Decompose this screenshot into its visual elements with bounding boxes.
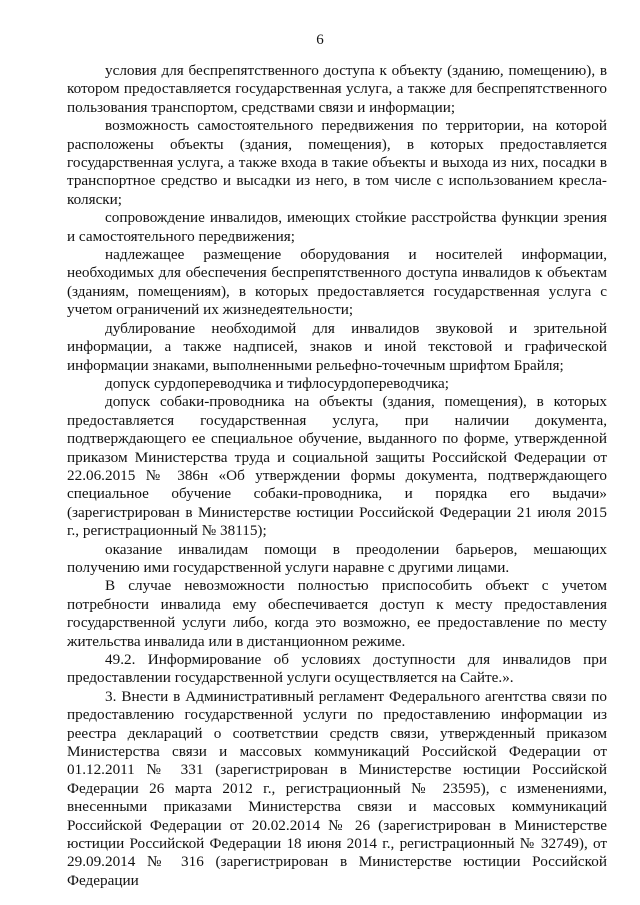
paragraph: допуск сурдопереводчика и тифлосурдопереводчика; xyxy=(105,374,449,392)
paragraph: дублирование необходимой для инвалидов звуковой и зрительной информации, а также надписей, знаков и иной текстовой и графической информации знаками, выполненными рельефно-точечным шрифтом Брайля; xyxy=(67,319,607,374)
paragraph: сопровождение инвалидов, имеющих стойкие расстройства функции зрения и самостоятельного передвижения; xyxy=(67,209,607,245)
document-body xyxy=(67,62,607,890)
page-number: 6 xyxy=(316,32,324,48)
paragraph: 49.2. Информирование об условиях доступности для инвалидов при предоставлении государственной услуги осуществляется на Сайте.». xyxy=(67,651,607,687)
paragraph: условия для беспрепятственного доступа к объекту (зданию, помещению), в котором предоставляется государственная услуга, а также для беспрепятственного пользования транспортом, средствами связи и информации; xyxy=(67,62,607,116)
paragraph: возможность самостоятельного передвижения по территории, на которой расположены объекты (здания, помещения), в которых предоставляется государственная услуга, а также входа в такие объекты и выхода из них, посадки в транспортное средство и высадки из него, в том числе с использованием кресла-коляски; xyxy=(67,117,607,208)
paragraph: оказание инвалидам помощи в преодолении барьеров, мешающих получению ими государственной услуги наравне с другими лицами. xyxy=(67,540,607,576)
paragraph: допуск собаки-проводника на объекты (здания, помещения), в которых предоставляется государственная услуга, при наличии документа, подтверждающего ее специальное обучение, выданного по форме, утвержденной приказом Министерства труда и социальной защиты Российской Федерации от 22.06.2015 № 386н «Об утверждении формы документа, подтверждающего специальное обучение собаки-проводника, и порядка его выдачи» (зарегистрирован в Министерстве юстиции Российской Федерации 21 июля 2015 г., регистрационный № 38115); xyxy=(67,393,607,540)
paragraph: надлежащее размещение оборудования и носителей информации, необходимых для обеспечения беспрепятственного доступа инвалидов к объектам (зданиям, помещениям), в которых предоставляется государственная услуга с учетом ограничений их жизнедеятельности; xyxy=(67,246,607,319)
paragraph: В случае невозможности полностью приспособить объект с учетом потребности инвалида ему обеспечивается доступ к месту предоставления государственной услуги либо, когда это возможно, ее предоставление по месту жительства инвалида или в дистанционном режиме. xyxy=(67,577,607,650)
paragraph: 3. Внести в Административный регламент Федерального агентства связи по предоставлению государственной услуги по предоставлению информации из реестра деклараций о соответствии средств связи, утвержденный приказом Министерства связи и массовых коммуникаций Российской Федерации от 01.12.2011 № 331 (зарегистрирован в Министерстве юстиции Российской Федерации 26 марта 2012 г., регистрационный № 23595), с изменениями, внесенными приказами Министерства связи и массовых коммуникаций Российской Федерации от 20.02.2014 № 26 (зарегистрирован в Министерстве юстиции Российской Федерации 18 июня 2014 г., регистрационный № 32749), от 29.09.2014 № 316 (зарегистрирован в Министерстве юстиции Российской Федерации xyxy=(67,687,607,889)
